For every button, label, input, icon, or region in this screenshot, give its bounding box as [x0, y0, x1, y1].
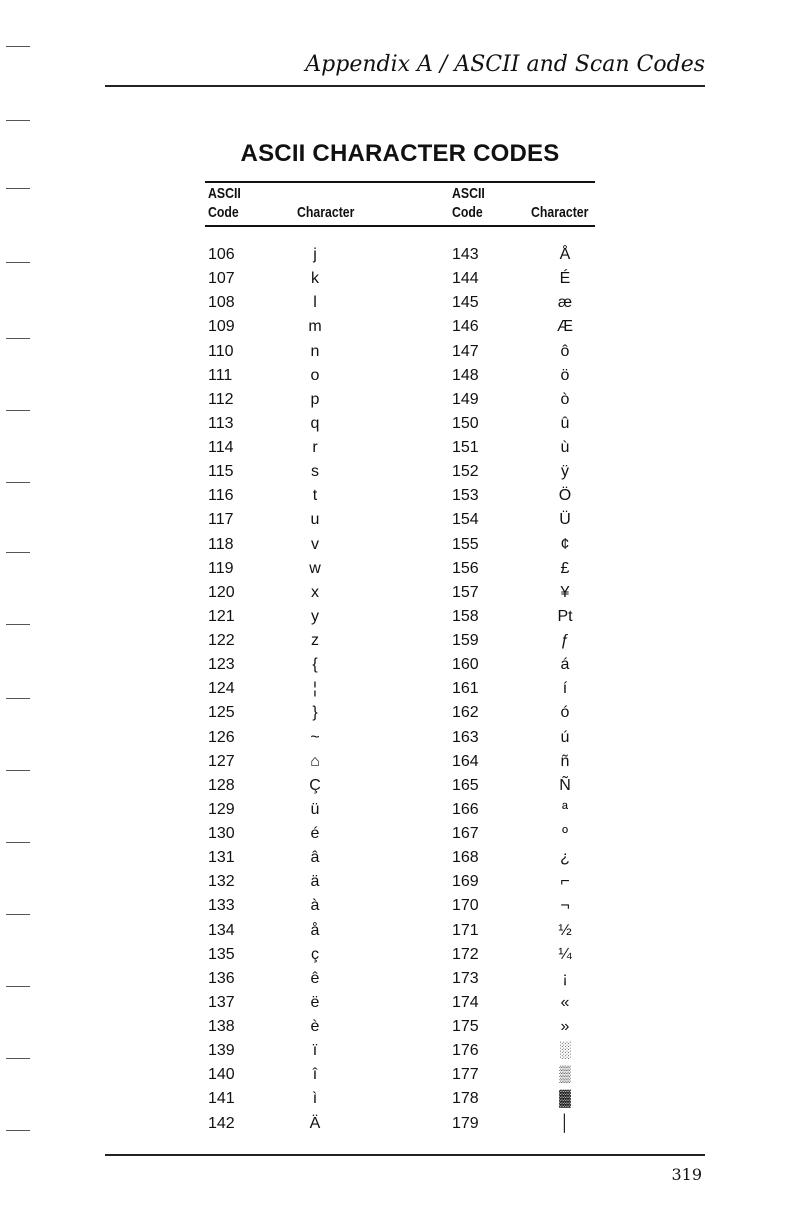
character-right: │ — [560, 1114, 570, 1132]
ascii-code-right: 176 — [452, 1042, 479, 1060]
character-right: ⌐ — [560, 873, 570, 891]
ascii-code-right: 167 — [452, 825, 479, 842]
table-row — [0, 847, 791, 871]
ascii-code-right: 174 — [452, 993, 479, 1011]
character-left: t — [312, 487, 318, 505]
character-right: ö — [560, 366, 570, 384]
character-right: ª — [562, 800, 568, 818]
table-row — [0, 1088, 791, 1112]
character-left: î — [312, 1066, 318, 1084]
ascii-code-right: 175 — [452, 1018, 479, 1035]
character-right: ô — [560, 342, 570, 360]
ascii-code-left: 120 — [208, 583, 235, 601]
table-row — [0, 341, 791, 365]
ascii-code-right: 173 — [452, 969, 479, 987]
ascii-code-left: 127 — [208, 752, 235, 770]
ascii-code-left: 134 — [208, 921, 235, 939]
character-right: ù — [560, 439, 570, 456]
ascii-code-left: 122 — [208, 632, 235, 649]
table-row — [0, 485, 791, 509]
ascii-code-left: 110 — [208, 342, 234, 360]
ascii-code-left: 128 — [208, 776, 235, 794]
ascii-code-left: 112 — [208, 390, 234, 408]
character-right: £ — [560, 559, 570, 577]
character-left: l — [313, 294, 317, 312]
header-code-label: Code — [208, 204, 239, 221]
table-row — [0, 606, 791, 630]
ascii-code-left: 129 — [208, 800, 235, 818]
character-left: r — [312, 439, 318, 456]
header-character-right: Character — [531, 204, 589, 221]
character-right: æ — [557, 294, 573, 312]
ascii-code-right: 158 — [452, 607, 479, 625]
character-left: u — [310, 511, 320, 529]
page-number: 319 — [671, 1165, 702, 1184]
character-right: ÿ — [561, 463, 569, 481]
header-ascii-label: ASCII — [452, 185, 485, 202]
table-row — [0, 1113, 791, 1137]
header-ascii-label: ASCII — [208, 185, 241, 202]
table-row — [0, 823, 791, 847]
character-right: ò — [560, 390, 570, 408]
ascii-code-right: 162 — [452, 704, 479, 722]
character-right: Å — [559, 246, 571, 263]
character-left: q — [310, 414, 320, 432]
character-right: º — [562, 825, 568, 842]
character-left: ⌂ — [310, 752, 320, 770]
ascii-code-left: 115 — [208, 463, 234, 481]
ascii-code-left: 137 — [208, 993, 235, 1011]
ascii-code-right: 154 — [452, 511, 479, 529]
header-code-label: Code — [452, 204, 483, 221]
ascii-code-right: 153 — [452, 487, 479, 505]
ascii-code-right: 168 — [452, 849, 479, 867]
ascii-code-left: 136 — [208, 969, 235, 987]
character-right: Ü — [559, 511, 571, 529]
ascii-code-left: 132 — [208, 873, 235, 891]
table-row — [0, 1040, 791, 1064]
character-left: ~ — [310, 728, 320, 746]
character-right: Ö — [558, 487, 572, 505]
ascii-code-right: 145 — [452, 294, 479, 312]
character-left: p — [310, 390, 320, 408]
table-row — [0, 775, 791, 799]
ascii-code-right: 178 — [452, 1090, 479, 1108]
character-left: è — [310, 1018, 320, 1035]
character-right: í — [562, 680, 568, 698]
character-right: Pt — [557, 607, 573, 625]
character-left: z — [311, 632, 319, 649]
table-row — [0, 968, 791, 992]
character-left: k — [311, 270, 319, 288]
character-left: j — [313, 246, 317, 263]
ascii-code-left: 138 — [208, 1018, 235, 1035]
table-row — [0, 895, 791, 919]
character-left: ê — [310, 969, 320, 987]
ascii-code-left: 133 — [208, 897, 235, 915]
table-row — [0, 871, 791, 895]
character-right: ó — [560, 704, 570, 722]
ascii-code-right: 147 — [452, 342, 479, 360]
ascii-code-right: 146 — [452, 318, 479, 336]
character-left: à — [310, 897, 320, 915]
table-row — [0, 316, 791, 340]
character-right: ¼ — [558, 945, 572, 963]
ascii-code-left: 130 — [208, 825, 235, 842]
table-row — [0, 268, 791, 292]
ascii-code-left: 111 — [208, 366, 233, 384]
character-right: ░ — [559, 1042, 571, 1060]
character-right: Ñ — [559, 776, 571, 794]
ascii-code-right: 149 — [452, 390, 479, 408]
page-title: ASCII CHARACTER CODES — [240, 140, 560, 167]
character-left: m — [308, 318, 322, 336]
table-row — [0, 630, 791, 654]
table-row — [0, 992, 791, 1016]
character-right: û — [560, 414, 570, 432]
character-right: É — [559, 270, 571, 288]
character-left: Ç — [309, 776, 321, 794]
ascii-code-right: 143 — [452, 246, 479, 263]
header-ascii-code-right — [452, 184, 485, 222]
ascii-code-left: 123 — [208, 656, 235, 674]
character-right: ▒ — [559, 1066, 571, 1084]
table-row — [0, 1016, 791, 1040]
character-right: ¬ — [560, 897, 570, 915]
ascii-code-right: 166 — [452, 800, 479, 818]
character-left: x — [311, 583, 319, 601]
ascii-code-left: 125 — [208, 704, 235, 722]
ascii-code-right: 144 — [452, 270, 479, 288]
table-row — [0, 244, 791, 268]
ascii-code-right: 159 — [452, 632, 479, 649]
character-left: ä — [310, 873, 320, 891]
table-row — [0, 582, 791, 606]
ascii-code-right: 179 — [452, 1114, 479, 1132]
table-row — [0, 461, 791, 485]
table-row — [0, 509, 791, 533]
ascii-code-left: 106 — [208, 246, 235, 263]
table-row — [0, 920, 791, 944]
table-row — [0, 413, 791, 437]
character-right: ƒ — [560, 632, 570, 649]
character-right: « — [560, 993, 570, 1011]
character-left: ï — [312, 1042, 318, 1060]
code-table — [0, 244, 791, 1137]
table-row — [0, 799, 791, 823]
footer-rule — [105, 1154, 705, 1156]
running-head: Appendix A / ASCII and Scan Codes — [305, 52, 705, 77]
ascii-code-left: 114 — [208, 439, 234, 456]
character-right: ¿ — [560, 849, 570, 867]
ascii-code-left: 124 — [208, 680, 235, 698]
ascii-code-left: 109 — [208, 318, 235, 336]
ascii-code-left: 117 — [208, 511, 234, 529]
ascii-code-left: 119 — [208, 559, 234, 577]
ascii-code-left: 107 — [208, 270, 235, 288]
ascii-code-right: 170 — [452, 897, 479, 915]
ascii-code-right: 169 — [452, 873, 479, 891]
header-character-left: Character — [297, 204, 355, 221]
character-left: s — [311, 463, 319, 481]
character-left: â — [310, 849, 320, 867]
header-rule — [105, 85, 705, 87]
character-left: { — [312, 656, 318, 674]
character-left: å — [310, 921, 320, 939]
table-row — [0, 365, 791, 389]
character-left: n — [310, 342, 320, 360]
ascii-code-right: 163 — [452, 728, 479, 746]
table-row — [0, 751, 791, 775]
character-left: w — [309, 559, 321, 577]
ascii-code-right: 156 — [452, 559, 479, 577]
ascii-code-right: 161 — [452, 680, 479, 698]
character-right: ú — [560, 728, 570, 746]
table-row — [0, 702, 791, 726]
character-right: ▓ — [559, 1090, 571, 1108]
table-row — [0, 558, 791, 582]
table-row — [0, 654, 791, 678]
ascii-code-left: 139 — [208, 1042, 235, 1060]
ascii-code-left: 118 — [208, 535, 234, 553]
character-left: ë — [310, 993, 320, 1011]
character-right: ½ — [558, 921, 572, 939]
table-row — [0, 389, 791, 413]
table-header-rule — [205, 225, 595, 227]
ascii-code-left: 108 — [208, 294, 235, 312]
character-left: v — [311, 535, 319, 553]
character-left: } — [312, 704, 318, 722]
ascii-code-left: 142 — [208, 1114, 235, 1132]
character-right: Æ — [557, 318, 573, 336]
ascii-code-right: 155 — [452, 535, 479, 553]
table-top-rule — [205, 181, 595, 183]
ascii-code-right: 152 — [452, 463, 479, 481]
ascii-code-left: 141 — [208, 1090, 235, 1108]
character-right: ñ — [560, 752, 570, 770]
ascii-code-left: 140 — [208, 1066, 235, 1084]
character-left: y — [311, 607, 319, 625]
ascii-code-left: 126 — [208, 728, 235, 746]
table-row — [0, 534, 791, 558]
ascii-code-right: 160 — [452, 656, 479, 674]
character-right: ¢ — [560, 535, 570, 553]
ascii-code-left: 121 — [208, 607, 235, 625]
ascii-code-left: 131 — [208, 849, 235, 867]
character-left: é — [310, 825, 320, 842]
table-row — [0, 727, 791, 751]
ascii-code-right: 151 — [452, 439, 479, 456]
table-row — [0, 1064, 791, 1088]
table-row — [0, 678, 791, 702]
character-right: ¡ — [562, 969, 568, 987]
character-left: ì — [312, 1090, 318, 1108]
ascii-code-left: 113 — [208, 414, 234, 432]
ascii-code-right: 172 — [452, 945, 479, 963]
ascii-code-right: 165 — [452, 776, 479, 794]
ascii-code-left: 135 — [208, 945, 235, 963]
ascii-code-left: 116 — [208, 487, 234, 505]
header-ascii-code-left — [208, 184, 241, 222]
ascii-code-right: 171 — [452, 921, 479, 939]
table-row — [0, 437, 791, 461]
character-left: ç — [311, 945, 319, 963]
character-right: » — [560, 1018, 570, 1035]
character-right: ¥ — [560, 583, 570, 601]
table-row — [0, 944, 791, 968]
table-row — [0, 292, 791, 316]
character-left: ü — [310, 800, 320, 818]
character-left: Ä — [309, 1114, 321, 1132]
character-left: o — [310, 366, 320, 384]
character-right: á — [560, 656, 570, 674]
ascii-code-right: 164 — [452, 752, 479, 770]
ascii-code-right: 150 — [452, 414, 479, 432]
character-left: ¦ — [312, 680, 318, 698]
ascii-code-right: 157 — [452, 583, 479, 601]
ascii-code-right: 177 — [452, 1066, 479, 1084]
ascii-code-right: 148 — [452, 366, 479, 384]
